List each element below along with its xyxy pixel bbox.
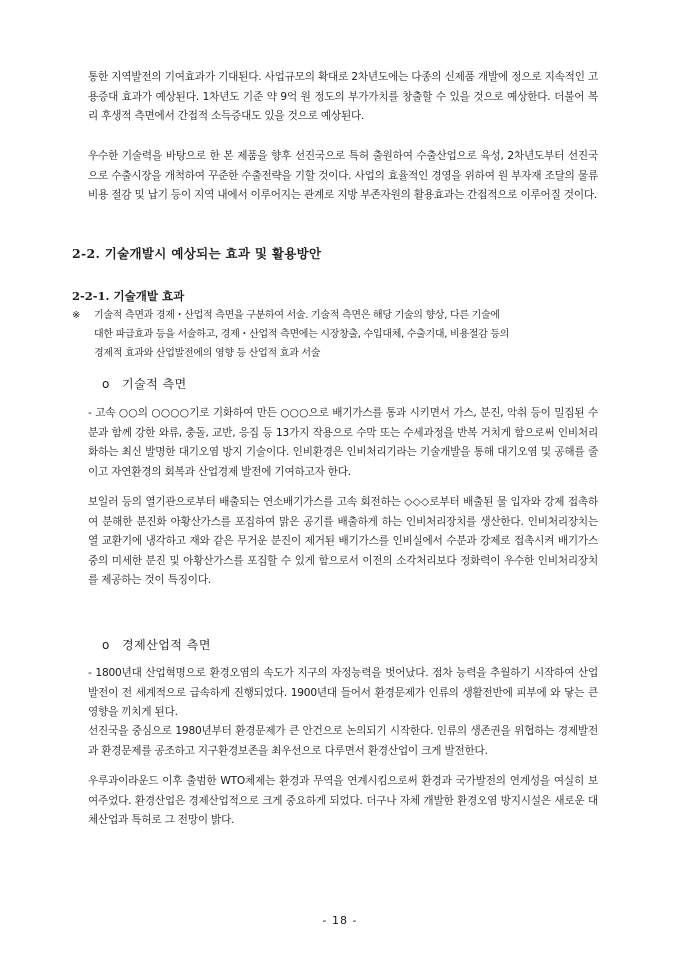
bullet-icon: o xyxy=(102,377,110,391)
tech-aspect-title: 기술적 측면 xyxy=(122,377,187,391)
section-heading: 2-2. 기술개발시 예상되는 효과 및 활용방안 xyxy=(72,246,322,261)
note-mark: ※ xyxy=(72,310,81,321)
econ-aspect-heading xyxy=(102,636,211,653)
econ-paragraph-2: 선진국을 중심으로 1980년부터 환경문제가 큰 안건으로 논의되기 시작한다. 인류의 생존권을 위협하는 경제발전과 환경문제를 공조하고 지구환경보존을 최우선으로 다루면서 환경산업이 크게 발전한다. xyxy=(88,725,598,757)
guidance-note xyxy=(72,306,612,363)
subsection-heading: 2-2-1. 기술개발 효과 xyxy=(72,289,185,303)
tech-paragraph-2: 보일러 등의 열기관으로부터 배출되는 연소배기가스를 고속 회전하는 ◇◇◇로부터 배출된 물 입자와 강제 접촉하여 분해한 분진화 아황산가스를 포집하여 맑은 공기를 배출하게 하는 인비처리장치를 생산한다. 인비처리장치는 열 교환기에 냉각하고 재와 같은 무거운 분진이 제거된 배기가스를 인비실에서 수분과 강제로 접촉시켜 배기가스 중의 미세한 분진 및 아황산가스를 포집할 수 있게 함으로서 이전의 소각처리보다 정화력이 우수한 인비처리장치를 제공하는 것이 특징이다. xyxy=(88,496,598,586)
note-line-2: 대한 파급효과 등을 서술하고, 경제・산업적 측면에는 시장창출, 수입대체, 수출기대, 비용절감 등의 xyxy=(94,329,510,340)
econ-paragraph-1: - 1800년대 산업혁명으로 환경오염의 속도가 지구의 자정능력을 벗어났다. 점차 능력을 추월하기 시작하여 산업발전이 전 세계적으로 급속하게 진행되었다. 1900년대 들어서 환경문제가 인류의 생활전반에 피부에 와 닿는 큰 영향을 끼치게 된다. xyxy=(88,667,598,718)
bullet-icon: o xyxy=(102,638,110,652)
tech-aspect-heading xyxy=(102,375,187,392)
page-number: - 18 - xyxy=(322,914,358,927)
econ-paragraph-3: 우루과이라운드 이후 출범한 WTO체제는 환경과 무역을 연계시킴으로써 환경과 국가발전의 연계성을 여실히 보여주었다. 환경산업은 경제산업적으로 크게 중요하게 되었다. 더구나 자체 개발한 환경오염 방지시설은 새로운 대체산업과 특허로 그 전망이 밝다. xyxy=(88,775,598,826)
tech-paragraph-1: - 고속 ○○의 ○○○○기로 기화하여 만든 ○○○으로 배기가스를 통과 시키면서 가스, 분진, 악취 등이 밀집된 수분과 함께 강한 와류, 충돌, 교반, 응집 등 13가지 작용으로 수막 또는 수세과정을 반복 거치게 함으로써 인비처리화하는 최신 발명한 대기오염 방지 기술이다. 인비환경은 인비처리기라는 기술개발을 통해 대기오염 및 공해를 줄이고 자연환경의 회복과 산업경제 발전에 기여하고자 한다. xyxy=(88,407,598,478)
intro-paragraph-2: 우수한 기술력을 바탕으로 한 본 제품을 향후 선진국으로 특허 출원하여 수출산업으로 육성, 2차년도부터 선진국으로 수출시장을 개척하여 꾸준한 수출전략을 기할 것이다. 사업의 효율적인 경영을 위하여 원 부자재 조달의 물류비용 절감 및 납기 등이 지역 내에서 이루어지는 관계로 지방 부존자원의 활용효과는 간접적으로 이루어질 것이다. xyxy=(88,150,598,201)
econ-aspect-title: 경제산업적 측면 xyxy=(122,638,211,652)
note-line-3: 경제적 효과와 산업발전에의 영향 등 산업적 효과 서술 xyxy=(94,348,321,359)
intro-paragraph-1: 통한 지역발전의 기여효과가 기대된다. 사업규모의 확대로 2차년도에는 다종의 신제품 개발에 정으로 지속적인 고용증대 효과가 예상된다. 1차년도 기준 약 9억 원 정도의 부가가치를 창출할 수 있을 것으로 예상한다. 더불어 복리 후생적 측면에서 간접적 소득증대도 있을 것으로 예상된다. xyxy=(88,71,598,122)
note-line-1: 기술적 측면과 경제・산업적 측면을 구분하여 서술. 기술적 측면은 해당 기술의 향상, 다른 기술에 xyxy=(94,310,500,321)
